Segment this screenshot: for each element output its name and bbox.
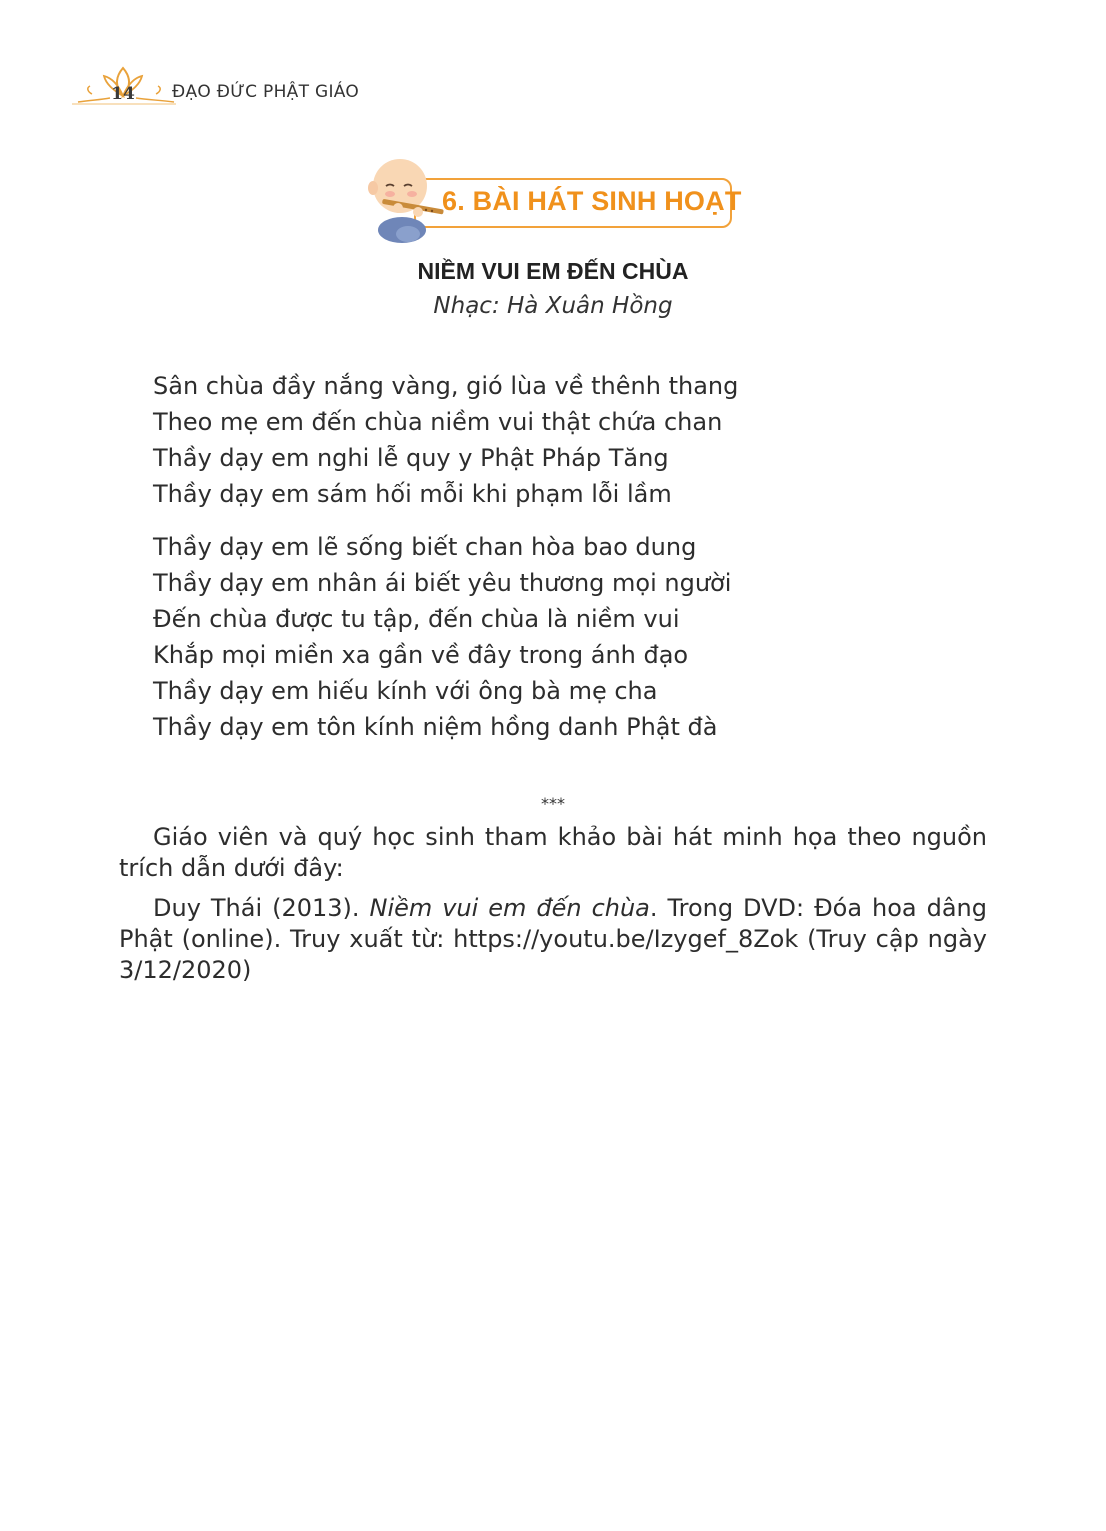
reference-source: . Trong DVD: Đóa hoa dâng Phật (online). Truy xuất từ: https://youtu.be/Izygef_8Zok (Truy cập ngày 3/12/2020) — [119, 894, 987, 984]
lyric-line: Thầy dạy em lẽ sống biết chan hòa bao dung — [153, 533, 697, 561]
reference-author-year: Duy Thái (2013). — [153, 894, 370, 922]
lyric-line: Thầy dạy em nhân ái biết yêu thương mọi người — [153, 569, 732, 597]
section-label: 6. BÀI HÁT SINH HOẠT — [442, 186, 742, 216]
section-separator: *** — [541, 794, 565, 813]
lyric-line: Thầy dạy em nghi lễ quy y Phật Pháp Tăng — [153, 444, 669, 472]
reference-work-title: Niềm vui em đến chùa — [369, 894, 650, 922]
lyrics-stanza-1 — [153, 368, 738, 512]
section-heading — [368, 150, 740, 246]
reference-citation — [119, 893, 987, 986]
running-title: ĐẠO ĐỨC PHẬT GIÁO — [172, 82, 360, 102]
lyric-line: Khắp mọi miền xa gần về đây trong ánh đạo — [153, 641, 689, 669]
page-number: 14 — [111, 84, 135, 104]
lyric-line: Thầy dạy em hiếu kính với ông bà mẹ cha — [153, 677, 658, 705]
page-header — [70, 62, 390, 112]
song-title: NIỀM VUI EM ĐẾN CHÙA — [417, 258, 689, 284]
lyric-line: Theo mẹ em đến chùa niềm vui thật chứa chan — [153, 408, 723, 436]
lyric-line: Thầy dạy em sám hối mỗi khi phạm lỗi lầm — [153, 480, 672, 508]
monk-with-flute-icon — [368, 150, 448, 246]
lyric-line: Đến chùa được tu tập, đến chùa là niềm vui — [153, 605, 680, 633]
song-composer: Nhạc: Hà Xuân Hồng — [433, 293, 673, 319]
teacher-note: Giáo viên và quý học sinh tham khảo bài hát minh họa theo nguồn trích dẫn dưới đây: — [119, 823, 987, 882]
lyric-line: Thầy dạy em tôn kính niệm hồng danh Phật đà — [153, 713, 718, 741]
lyric-line: Sân chùa đầy nắng vàng, gió lùa về thênh thang — [153, 372, 739, 400]
lyrics-stanza-2 — [153, 529, 731, 745]
